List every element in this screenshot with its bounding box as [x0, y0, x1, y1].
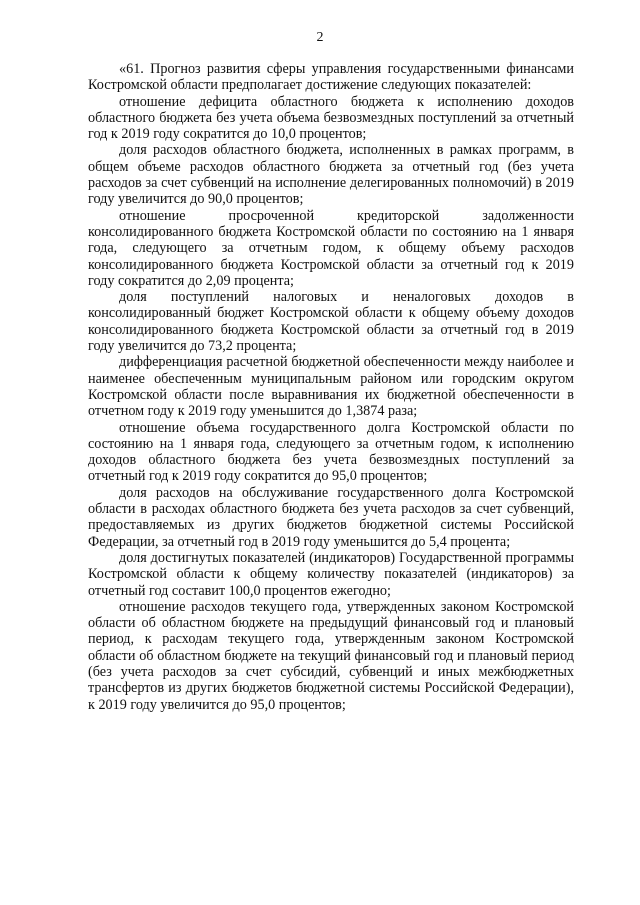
paragraph-indicators-achieved: доля достигнутых показателей (индикаторов) Государственной программы Костромской области к общему количеству показателей (индикаторов) за отчетный год составит 100,0 процентов ежегодно;: [88, 549, 574, 599]
paragraph-budget-differentiation: дифференциация расчетной бюджетной обеспеченности между наиболее и наименее обеспеченным муниципальным районом или городским округом Костромской области после выравнивания их бюджетной обеспеченности в отчетном году к 2019 году уменьшится до 1,3874 раза;: [88, 354, 574, 420]
paragraph-deficit-ratio: отношение дефицита областного бюджета к исполнению доходов областного бюджета без учета объема безвозмездных поступлений за отчетный год к 2019 году сократится до 10,0 процентов;: [88, 93, 574, 143]
page-number: 2: [316, 30, 324, 45]
paragraph-expenditure-stability: отношение расходов текущего года, утвержденных законом Костромской области об областном бюджете на предыдущий финансовый год и плановый период, к расходам текущего года, утвержденным законом Костромской области об областном бюджете на текущий финансовый год и плановый период (без учета расходов за счет субсидий, субвенций и иных межбюджетных трансфертов из других бюджетов бюджетной системы Российской Федерации), к 2019 году увеличится до 95,0 процентов;: [88, 598, 574, 713]
paragraph-program-expenditure-share: доля расходов областного бюджета, исполненных в рамках программ, в общем объеме расходов областного бюджета за отчетный год (без учета расходов за счет субвенций на исполнение делегированных полномочий) в 2019 году увеличится до 90,0 процентов;: [88, 142, 574, 208]
paragraph-tax-revenue-share: доля поступлений налоговых и неналоговых доходов в консолидированный бюджет Костромской области к общему объему доходов консолидированного бюджета Костромской области за отчетный год в 2019 году увеличится до 73,2 процента;: [88, 289, 574, 355]
paragraph-public-debt-ratio: отношение объема государственного долга Костромской области по состоянию на 1 января года, следующего за отчетным годом, к исполнению доходов областного бюджета без учета безвозмездных поступлений за отчетный год к 2019 году сократится до 95,0 процентов;: [88, 419, 574, 485]
paragraph-forecast-intro: «61. Прогноз развития сферы управления государственными финансами Костромской области предполагает достижение следующих показателей:: [88, 61, 574, 94]
paragraph-overdue-payables: отношение просроченной кредиторской задолженности консолидированного бюджета Костромской области по состоянию на 1 января года, следующего за отчетным годом, к общему объему расходов консолидированного бюджета Костромской области за отчетный год к 2019 году сократится до 2,09 процента;: [88, 207, 574, 289]
paragraph-debt-service-share: доля расходов на обслуживание государственного долга Костромской области в расходах областного бюджета без учета расходов за счет субвенций, предоставляемых из других бюджетов бюджетной системы Российской Федерации, за отчетный год в 2019 году уменьшится до 5,4 процента;: [88, 484, 574, 550]
document-body: [88, 61, 574, 713]
